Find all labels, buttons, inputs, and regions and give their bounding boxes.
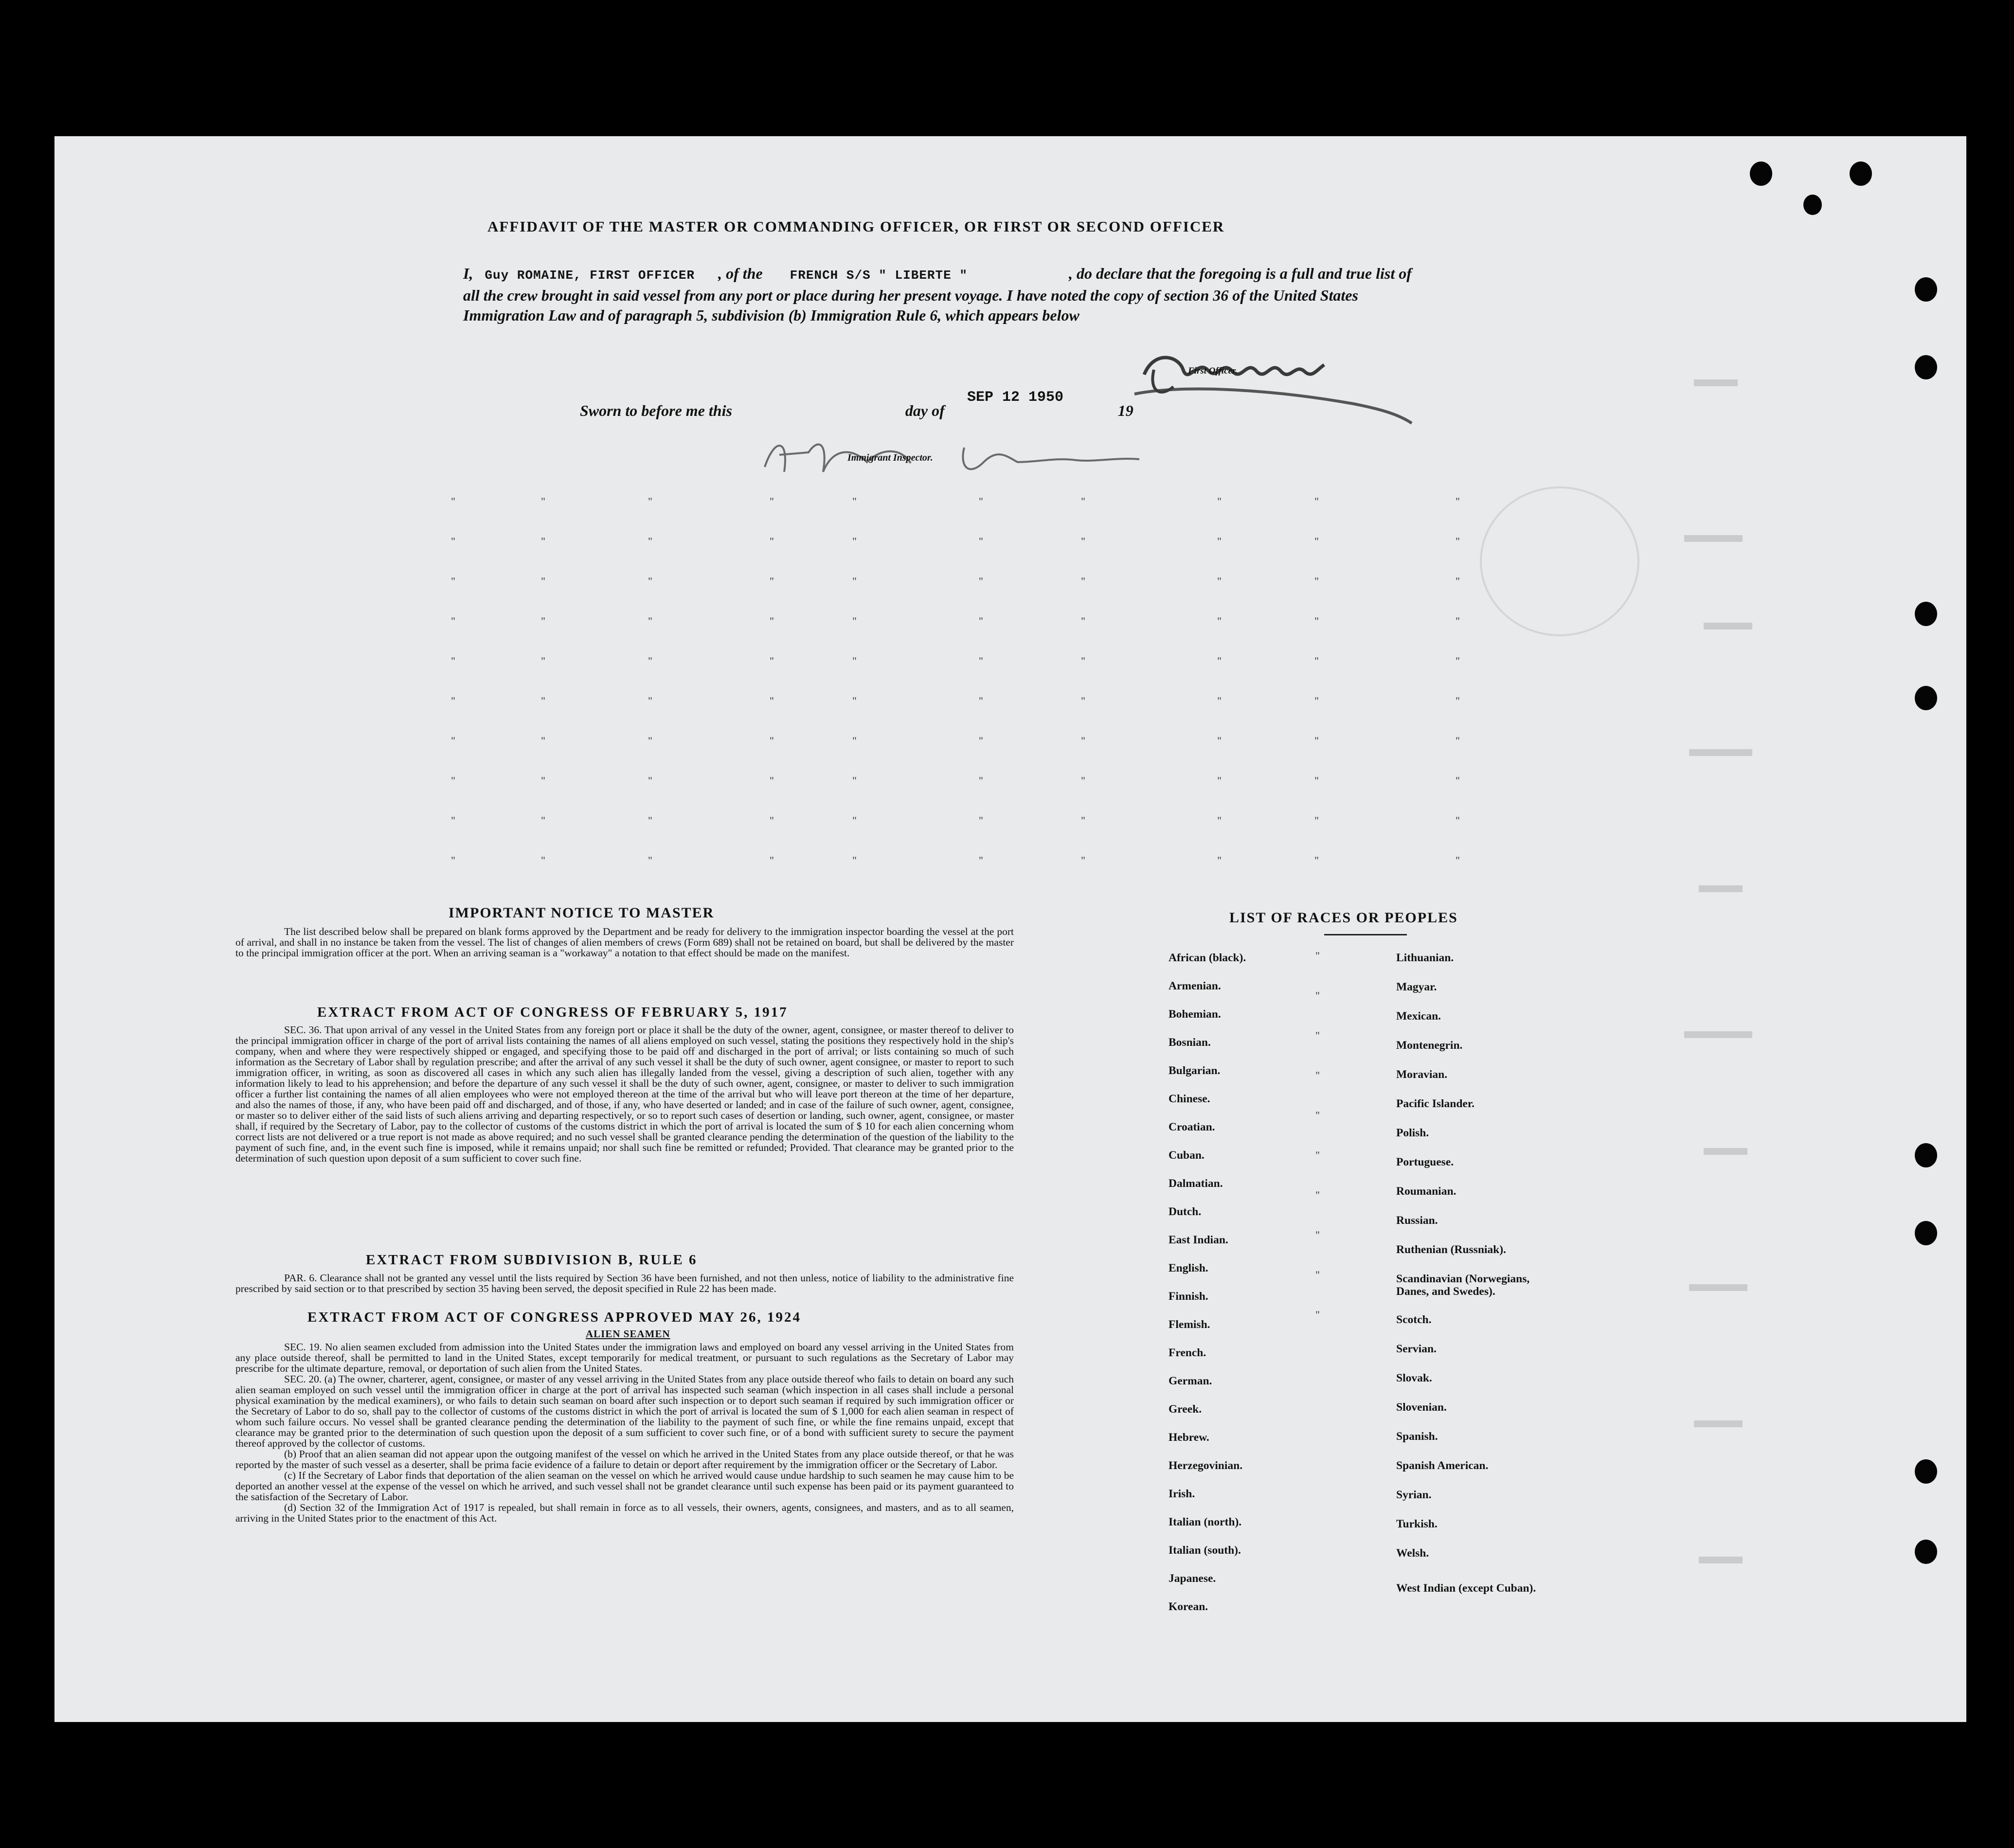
race-item: Italian (south). bbox=[1169, 1544, 1241, 1557]
race-item: Hebrew. bbox=[1169, 1431, 1209, 1444]
race-item: Bulgarian. bbox=[1169, 1064, 1221, 1077]
punch-hole bbox=[1750, 161, 1772, 186]
race-item: Servian. bbox=[1396, 1343, 1437, 1355]
race-item: Syrian. bbox=[1396, 1489, 1432, 1501]
punch-hole bbox=[1915, 686, 1937, 710]
race-item: Greek. bbox=[1169, 1403, 1202, 1416]
race-item: Turkish. bbox=[1396, 1518, 1438, 1530]
sec20d-text: (d) Section 32 of the Immigration Act of 1917 is repealed, but shall remain in force as to all vessels, their owners, agents, consignees, and masters, and as to all seamen, arriving in the United States prior to the enactment of this Act. bbox=[235, 1502, 1014, 1524]
officer-title-label: First Officer. bbox=[1188, 366, 1238, 376]
race-item: Chinese. bbox=[1169, 1093, 1210, 1105]
vessel-name-field: FRENCH S/S " LIBERTE " bbox=[790, 268, 968, 283]
sec20b-text: (b) Proof that an alien seaman did not appear upon the outgoing manifest of the vessel on which he arrived in the United States from any place outside thereof, or that he was reported by the master of such vessel as a deserter, shall be prima facie evidence of a failure to detain or deport after requirement by the immigration officer or the Secretary of Labor. bbox=[235, 1448, 1014, 1471]
officer-name-field: Guy ROMAINE, FIRST OFFICER bbox=[485, 268, 695, 283]
race-item: Mexican. bbox=[1396, 1010, 1441, 1023]
affidavit-do-declare: , do declare bbox=[1068, 265, 1143, 282]
ditto-mark: " bbox=[1315, 1269, 1320, 1281]
race-item: Spanish. bbox=[1396, 1430, 1438, 1443]
race-item: Bohemian. bbox=[1169, 1008, 1221, 1021]
extract-rule6-text: PAR. 6. Clearance shall not be granted any vessel until the lists required by Section 36 have been furnished, and not then unless, notice of liability to the administrative fine prescribed by said section or to that prescribed by section 35 having been served, the deposit specified in Rule 22 has been made. bbox=[235, 1272, 1014, 1294]
punch-hole bbox=[1803, 195, 1822, 215]
race-item: African (black). bbox=[1169, 951, 1246, 964]
race-item: French. bbox=[1169, 1346, 1206, 1359]
race-item: Croatian. bbox=[1169, 1121, 1215, 1133]
affidavit-title: AFFIDAVIT OF THE MASTER OR COMMANDING OFFICER, OR FIRST OR SECOND OFFICER bbox=[487, 218, 1225, 235]
extract-1917-text: SEC. 36. That upon arrival of any vessel in the United States from any foreign port or place it shall be the duty of the owner, agent, consignee, or master thereof to deliver to the principal immigration officer in charge of the port of arrival lists containing the names of all aliens employed on such vessel, stating the positions they respectively hold in the ship's company, when and where they were respectively shipped or engaged, and specifying those to be paid off and discharged in the port of arrival; or lists containing so much of such information as the Secretary of Labor shall by regulation prescribe; and after the arrival of any such vessel it shall be the duty of such owner, agent consignee, or master to report to such immigration officer, in writing, as soon as discovered all cases in which any such alien has illegally landed from the vessel, giving a description of such alien, together with any information likely to lead to his apprehension; and before the departure of any such vessel it shall be the duty of such owner, agent, consignee, or master to deliver to such immigration officer a further list containing the names of all alien employees who were not employed thereon at the time of the arrival but who will leave port thereon at the time of her departure, and also the names of those, if any, who have been paid off and discharged, and of those, if any, who have deserted or landed; and in case of the failure of such owner, agent, consignee, or master so to deliver either of the said lists of such aliens arriving and departing respectively, or so to report such cases of desertion or landing, such owner, agent, consignee, or master shall, if required by the Secretary of Labor, pay to the collector of customs of the customs district in which the port of arrival is located the sum of $ 10 for each alien concerning whom correct lists are not delivered or a true report is not made as above required; and no such vessel shall be granted clearance pending the determination of the question of the liability to the payment of such fine, and, in the event such fine is imposed, while it remains unpaid; nor shall such fine be remitted or refunded; Provided. That clearance may be granted prior to the determination of such question upon deposit of a sum sufficient to cover such fine. bbox=[235, 1024, 1014, 1164]
race-item: Roumanian. bbox=[1396, 1185, 1457, 1198]
race-item: Russian. bbox=[1396, 1214, 1438, 1227]
faint-seal-impression bbox=[1480, 486, 1639, 636]
race-item: East Indian. bbox=[1169, 1234, 1228, 1246]
affidavit-statement bbox=[463, 264, 1417, 325]
date-stamp: SEP 12 1950 bbox=[967, 389, 1064, 406]
race-item: Spanish American. bbox=[1396, 1459, 1489, 1472]
notice-title: IMPORTANT NOTICE TO MASTER bbox=[449, 905, 715, 921]
race-item: Welsh. bbox=[1396, 1547, 1429, 1560]
notice-text: The list described below shall be prepared on blank forms approved by the Department and be ready for delivery to the immigration inspector boarding the vessel at the port of arrival, and shall in no instance be taken from the vessel. The list of changes of alien members of crews (Form 689) shall not be retained on board, but shall be delivered by the master to the principal immigration officer at the port. When an arriving seaman is a "workaway" a notation to that effect should be made on the manifest. bbox=[235, 926, 1014, 959]
race-item: Moravian. bbox=[1396, 1068, 1448, 1081]
race-item: Slovenian. bbox=[1396, 1401, 1447, 1414]
document-page: AFFIDAVIT OF THE MASTER OR COMMANDING OFFICER, OR FIRST OR SECOND OFFICER I, Guy ROMAINE, FIRST OFFICER , of the FRENCH S/S " LIBERTE " , do declare that the foregoing is a full and true list of all the crew brought in said vessel from any port or place during her present voyage. I have noted the copy of section 36 of the United States Immigration Law and of paragraph 5, subdivision (b) Immigration Rule 6, which appears below First Officer. Sworn to before me this day of 19 SEP 12 1950 Immigrant Inspector. " " " " " " " " " " " " " " " " " " " " " " " " " " " " " " " " " " " " " " " " " " " " " " " " " " " " " " " " " " " " " " " " " " " " " " " " " " " " " " " " " " " " " " " " " " " " " " " " " " " " IMPORTANT NOTICE TO MASTER The list described below shall be prepared on blank forms approved by the Department and be ready for delivery to the immigration inspector boarding the vessel at the port of arrival, and shall in no instance be taken from the vessel. The list of changes of alien members of crews (Form 689) shall not be retained on board, but shall be delivered by the master to the principal immigration officer at the port. When an arriving seaman is a "workaway" a notation to that effect should be made on the manifest. EXTRACT FROM ACT OF CONGRESS OF FEBRUARY 5, 1917 SEC. 36. That upon arrival of any vessel in the United States from any foreign port or place it shall be the duty of the owner, agent, consignee, or master thereof to deliver to the principal immigration officer in charge of the port of arrival lists containing the names of all aliens employed on such vessel, stating the positions they respectively hold in the ship's company, when and where they were respectively shipped or engaged, and specifying those to be paid off and discharged in the port of arrival; or lists containing so much of such information as the Secretary of Labor shall by regulation prescribe; and after the arrival of any such vessel it shall be the duty of such owner, agent consignee, or master to report to such immigration officer, in writing, as soon as discovered all cases in which any such alien has illegally landed from the vessel, giving a description of such alien, together with any information likely to lead to his apprehension; and before the departure of any such vessel it shall be the duty of such owner, agent, consignee, or master to deliver to such immigration officer a further list containing the names of all alien employees who were not employed thereon at the time of the arrival but who will leave port thereon at the time of her departure, and also the names of those, if any, who have been paid off and discharged, and of those, if any, who have deserted or landed; and in case of the failure of such owner, agent, consignee, or master so to deliver either of the said lists of such aliens arriving and departing respectively, or so to report such cases of desertion or landing, such owner, agent, consignee, or master shall, if required by the Secretary of Labor, pay to the collector of customs of the customs district in which the port of arrival is located the sum of $ 10 for each alien concerning whom correct lists are not delivered or a true report is not made as above required; and no such vessel shall be granted clearance pending the determination of the question of the liability to the payment of such fine, and, in the event such fine is imposed, while it remains unpaid; nor shall such fine be remitted or refunded; Provided. That clearance may be granted prior to the determination of such question upon deposit of a sum sufficient to cover such fine. EXTRACT FROM SUBDIVISION B, RULE 6 PAR. 6. Clearance shall not be granted any vessel until the lists required by Section 36 have been furnished, and not then unless, notice of liability to the administrative fine prescribed by said section or to that prescribed by section 35 having been served, the deposit specified in Rule 22 has been made. EXTRACT FROM ACT OF CONGRESS APPROVED MAY 26, 1924 ALIEN SEAMEN SEC. 19. No alien seamen excluded from admission into the United States under the immigration laws and employed on board any vessel arriving in the United States from any place outside thereof, shall be permitted to land in the United States, except temporarily for medical treatment, or pursuant to such regulations as the Secretary of Labor may prescribe for the ultimate departure, removal, or deportation of such alien from the United States. SEC. 20. (a) The owner, charterer, agent, consignee, or master of any vessel arriving in the United States from any place outside thereof who fails to detain on board any such alien seaman employed on such vessel until the immigration officer in charge at the port of arrival has inspected such seaman (which inspection in all cases shall include a personal physical examination by the medical examiners), or who fails to detain such seaman on board after such inspection or to deport such seaman if required by such immigration officer or the Secretary of Labor to do so, shall pay to the collector of customs of the customs district in which the port of arrival is located the sum of $ 1,000 for each alien seaman in respect of whom such failure occurs. No vessel shall be granted clearance pending the determination of the liability to the payment of such fine, or while the fine remains unpaid, except that clearance may be granted prior to the determination of such question upon the deposit of a sum sufficient to cover such fine, or of a bond with sufficient surety to secure the payment thereof approved by the collector of customs. (b) Proof that an alien seaman did not appear upon the outgoing manifest of the vessel on which he arrived in the United States from any place outside thereof, or that he was reported by the master of such vessel as a deserter, shall be prima facie evidence of a failure to detain or deport after requirement by the immigration officer or the Secretary of Labor. (c) If the Secretary of Labor finds that deportation of the alien seaman on the vessel on which he arrived would cause undue hardship to such seamen he may cause him to be deported an another vessel at the expense of the vessel on which he arrived, and such vessel shall not be grandet clearance until such expense has been paid or its payment guaranteed to the satisfaction of the Secretary of Labor. (d) Section 32 of the Immigration Act of 1917 is repealed, but shall remain in force as to all vessels, their owners, agents, consignees, and masters, and as to all seamen, arriving in the United States prior to the enactment of this Act. LIST OF RACES OR PEOPLES African (black). Armenian. Bohemian. Bosnian. Bulgarian. Chinese. Croatian. Cuban. Dalmatian. Dutch. East Indian. English. Finnish. Flemish. French. German. Greek. Hebrew. Herzegovinian. Irish. Italian (north). Italian (south). Japanese. Korean. Lithuanian. Magyar. Mexican. Montenegrin. Moravian. Pacific Islander. Polish. Portuguese. Roumanian. Russian. Ruthenian (Russniak). Scandinavian (Norwegians, Danes, and Swedes). Scotch. Servian. Slovak. Slovenian. Spanish. Spanish American. Syrian. Turkish. Welsh. West Indian (except Cuban). " " " " " " " " " " bbox=[54, 136, 1966, 1722]
race-item: Magyar. bbox=[1396, 981, 1437, 993]
race-item: Dalmatian. bbox=[1169, 1177, 1223, 1190]
sworn-day-label: day of bbox=[905, 402, 945, 419]
ditto-mark: " bbox=[1315, 1109, 1320, 1121]
faint-bleedthrough-column bbox=[1674, 370, 1859, 1683]
ditto-mark: " bbox=[1315, 1069, 1320, 1081]
punch-hole bbox=[1915, 1459, 1937, 1484]
race-item: English. bbox=[1169, 1262, 1208, 1274]
race-item: Ruthenian (Russniak). bbox=[1396, 1243, 1506, 1256]
ditto-mark: " bbox=[1315, 1309, 1320, 1321]
punch-hole bbox=[1915, 355, 1937, 379]
race-item: Irish. bbox=[1169, 1488, 1195, 1500]
ditto-mark: " bbox=[1315, 1189, 1320, 1201]
ditto-mark: " bbox=[1315, 950, 1320, 962]
inspector-label: Immigrant Inspector. bbox=[847, 452, 933, 463]
race-item: Italian (north). bbox=[1169, 1516, 1242, 1528]
affidavit-body: that the foregoing is a full and true list of all the crew brought in said vessel from any port or place during her present voyage. I have noted the copy of section 36 of the United States Immigration Law and of paragraph 5, subdivision (b) Immigration Rule 6, which appears below bbox=[463, 265, 1412, 324]
race-item: Japanese. bbox=[1169, 1572, 1216, 1585]
affidavit-of-the: , of the bbox=[718, 265, 763, 282]
extract-1924-title: EXTRACT FROM ACT OF CONGRESS APPROVED MAY 26, 1924 bbox=[307, 1310, 801, 1325]
race-item: Lithuanian. bbox=[1396, 951, 1454, 964]
ditto-mark: " bbox=[1315, 1149, 1320, 1161]
ditto-mark: " bbox=[1315, 989, 1320, 1002]
punch-hole bbox=[1915, 1143, 1937, 1167]
ditto-mark: " bbox=[1315, 1029, 1320, 1041]
race-item: Korean. bbox=[1169, 1600, 1208, 1613]
sec20c-text: (c) If the Secretary of Labor finds that deportation of the alien seaman on the vessel on which he arrived would cause undue hardship to such seamen he may cause him to be deported an another vessel at the expense of the vessel on which he arrived, and such vessel shall not be grandet clearance until such expense has been paid or its payment guaranteed to the satisfaction of the Secretary of Labor. bbox=[235, 1470, 1014, 1503]
ditto-mark: " bbox=[1315, 1229, 1320, 1241]
extract-1917-title: EXTRACT FROM ACT OF CONGRESS OF FEBRUARY 5, 1917 bbox=[317, 1005, 788, 1020]
race-item: West Indian (except Cuban). bbox=[1396, 1582, 1536, 1595]
sec20a-text: SEC. 20. (a) The owner, charterer, agent, consignee, or master of any vessel arriving in the United States from any place outside thereof who fails to detain on board any such alien seaman employed on such vessel until the immigration officer in charge at the port of arrival has inspected such seaman (which inspection in all cases shall include a personal physical examination by the medical examiners), or who fails to detain such seaman on board after such inspection or to deport such seaman if required by such immigration officer or the Secretary of Labor to do so, shall pay to the collector of customs of the customs district in which the port of arrival is located the sum of $ 1,000 for each alien seaman in respect of whom such failure occurs. No vessel shall be granted clearance pending the determination of the liability to the payment of such fine, or while the fine remains unpaid, except that clearance may be granted prior to the determination of such question upon the deposit of a sum sufficient to cover such fine, or of a bond with sufficient surety to secure the payment thereof approved by the collector of customs. bbox=[235, 1373, 1014, 1449]
race-item: Bosnian. bbox=[1169, 1036, 1211, 1049]
race-item: Herzegovinian. bbox=[1169, 1459, 1243, 1472]
alien-seamen-subtitle: ALIEN SEAMEN bbox=[586, 1328, 670, 1340]
race-item: Scotch. bbox=[1396, 1313, 1432, 1326]
race-item: Armenian. bbox=[1169, 980, 1221, 992]
race-item: Flemish. bbox=[1169, 1318, 1210, 1331]
sec19-text: SEC. 19. No alien seamen excluded from admission into the United States under the immigration laws and employed on board any vessel arriving in the United States from any place outside thereof, shall be permitted to land in the United States, except temporarily for medical treatment, or pursuant to such regulations as the Secretary of Labor may prescribe for the ultimate departure, removal, or deportation of such alien from the United States. bbox=[235, 1341, 1014, 1374]
race-item: Polish. bbox=[1396, 1127, 1429, 1139]
races-title-rule bbox=[1324, 934, 1407, 935]
extract-rule6-title: EXTRACT FROM SUBDIVISION B, RULE 6 bbox=[366, 1252, 698, 1268]
race-item: German. bbox=[1169, 1375, 1212, 1387]
officer-signature bbox=[1125, 341, 1426, 428]
race-item: Scandinavian (Norwegians, Danes, and Swedes). bbox=[1396, 1273, 1530, 1298]
sworn-prefix: Sworn to before me this bbox=[580, 402, 732, 419]
punch-hole bbox=[1915, 602, 1937, 626]
race-item: Dutch. bbox=[1169, 1205, 1202, 1218]
punch-hole bbox=[1915, 1221, 1937, 1245]
affidavit-i: I, bbox=[463, 265, 473, 282]
race-item: Portuguese. bbox=[1396, 1156, 1454, 1168]
extract-1924-text bbox=[235, 1342, 1014, 1524]
races-title: LIST OF RACES OR PEOPLES bbox=[1229, 910, 1458, 926]
race-item: Montenegrin. bbox=[1396, 1039, 1463, 1052]
race-item: Finnish. bbox=[1169, 1290, 1208, 1303]
race-item: Pacific Islander. bbox=[1396, 1097, 1475, 1110]
sworn-year-label: 19 bbox=[1117, 402, 1133, 419]
race-item: Slovak. bbox=[1396, 1372, 1432, 1384]
inspector-signature bbox=[755, 428, 1154, 486]
punch-hole bbox=[1850, 161, 1872, 186]
race-item: Cuban. bbox=[1169, 1149, 1205, 1162]
punch-hole bbox=[1915, 277, 1937, 302]
punch-hole bbox=[1915, 1540, 1937, 1564]
